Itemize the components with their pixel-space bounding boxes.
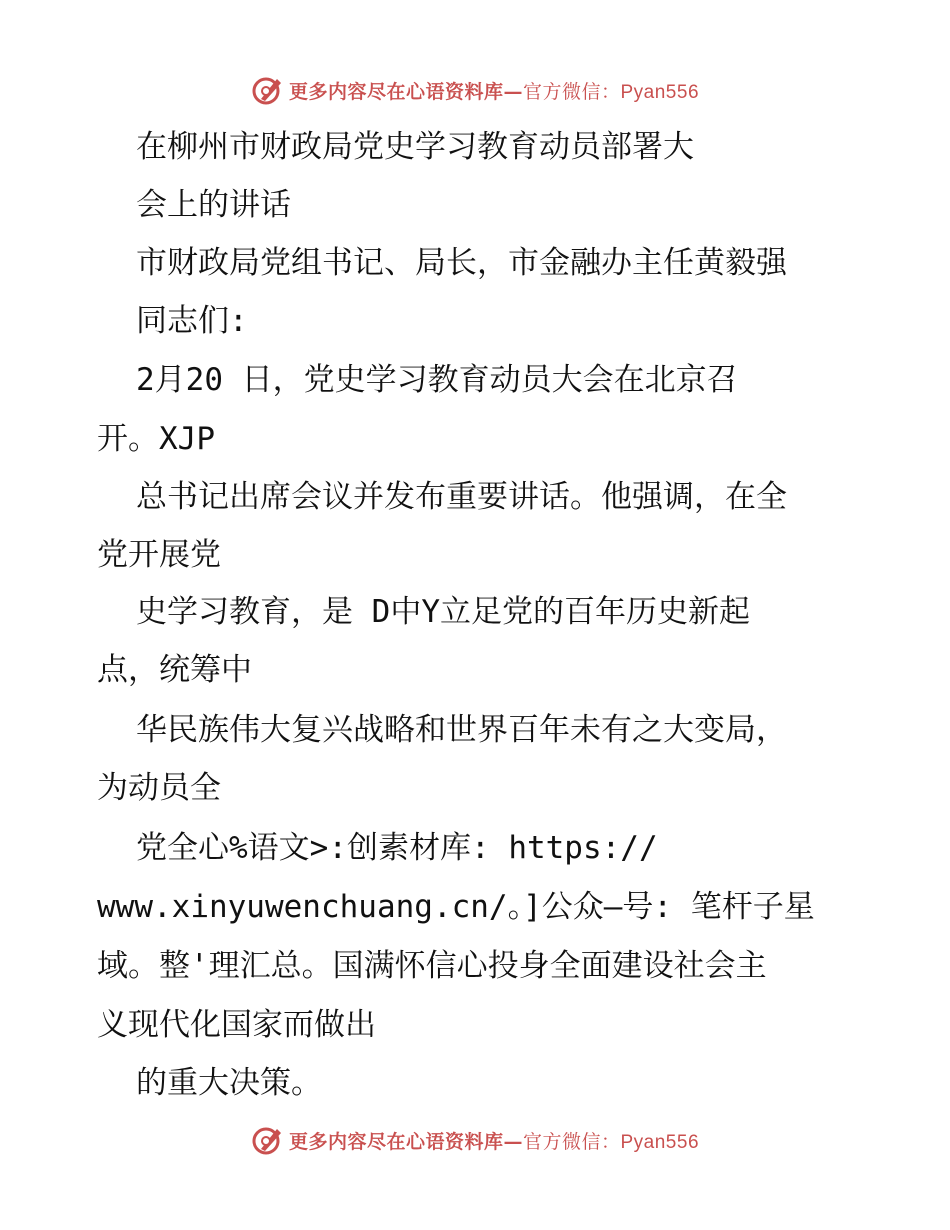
body-line: 域。整'理汇总。国满怀信心投身全面建设社会主 bbox=[97, 948, 767, 984]
body-line: 华民族伟大复兴战略和世界百年未有之大变局， bbox=[136, 712, 787, 748]
body-line: 史学习教育，是 D中Y立足党的百年历史新起 bbox=[136, 594, 750, 630]
body-line: 2月20 日，党史学习教育动员大会在北京召 bbox=[136, 362, 738, 398]
body-line: www.xinyuwenchuang.cn/。]公众—号: 笔杆子星 bbox=[97, 889, 815, 925]
banner-wechat-text: 官方微信：Pyan556 bbox=[523, 81, 700, 103]
body-line: 的重大决策。 bbox=[136, 1065, 322, 1101]
body-line: 点，统筹中 bbox=[97, 652, 252, 688]
body-line: 为动员全 bbox=[97, 770, 221, 806]
title-line-2: 会上的讲话 bbox=[136, 187, 291, 223]
author-line: 市财政局党组书记、局长，市金融办主任黄毅强 bbox=[136, 245, 787, 281]
banner-site-text: 更多内容尽在心语资料库 bbox=[288, 1130, 504, 1153]
banner-wechat-text: 官方微信：Pyan556 bbox=[523, 1131, 700, 1153]
title-line-1: 在柳州市财政局党史学习教育动员部署大 bbox=[136, 129, 694, 165]
banner-dash: — bbox=[503, 1130, 523, 1153]
body-line: 总书记出席会议并发布重要讲话。他强调，在全 bbox=[136, 479, 787, 515]
pen-nib-logo-icon bbox=[251, 1123, 285, 1157]
banner-dash: — bbox=[503, 80, 523, 103]
body-line: 党开展党 bbox=[97, 537, 221, 573]
body-line: 开。XJP bbox=[97, 421, 215, 457]
salutation-line: 同志们: bbox=[136, 303, 248, 339]
banner-text bbox=[289, 1127, 699, 1154]
footer-banner bbox=[0, 1120, 950, 1160]
body-line: 党全心%语文>:创素材库: https:// bbox=[136, 830, 658, 866]
banner-site-text: 更多内容尽在心语资料库 bbox=[288, 80, 504, 103]
body-line: 义现代化国家而做出 bbox=[97, 1007, 376, 1043]
